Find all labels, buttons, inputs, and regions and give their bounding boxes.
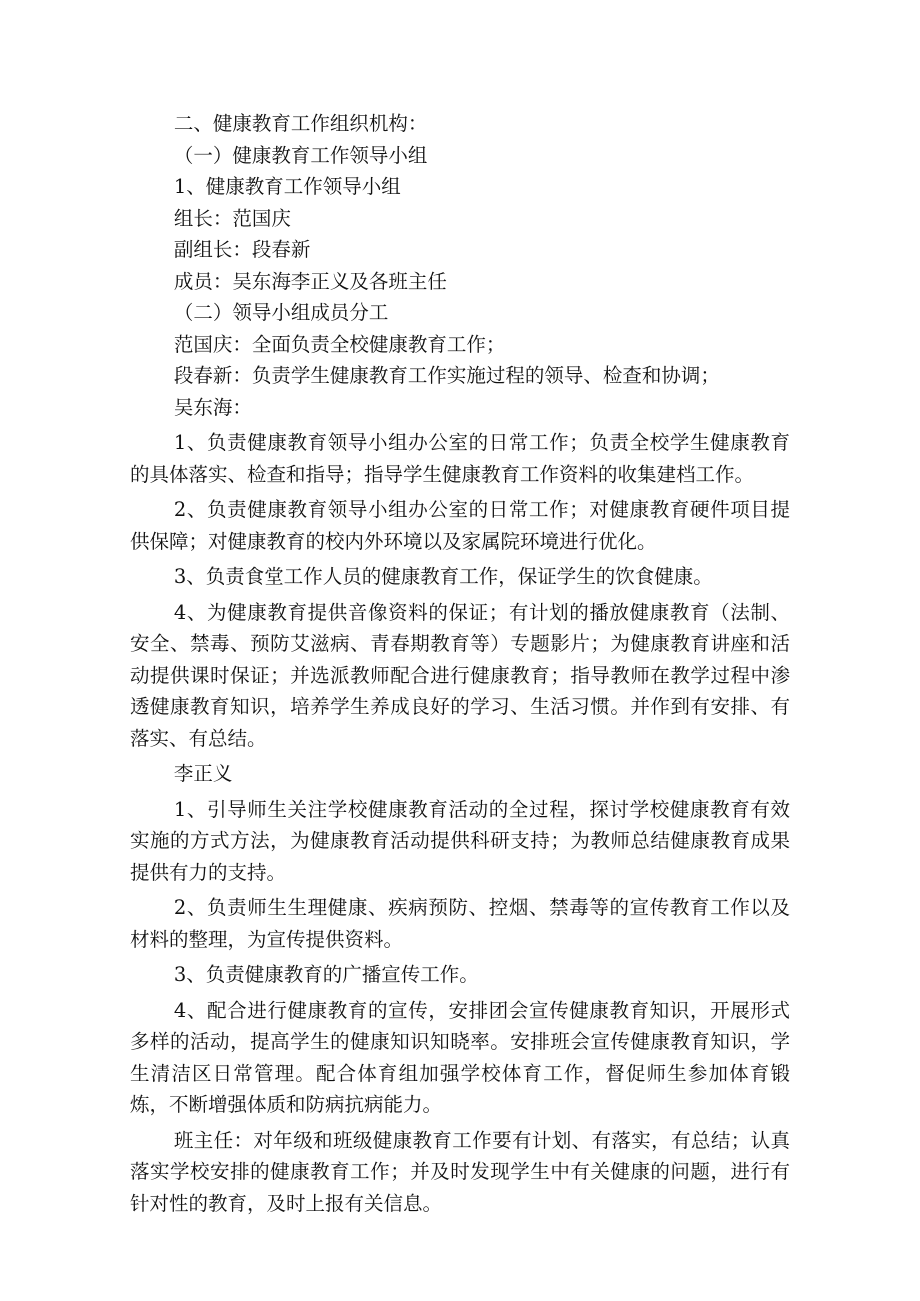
person-wu-heading: 吴东海： xyxy=(173,395,252,419)
duty-fan: 范国庆：全面负责全校健康教育工作； xyxy=(173,332,506,356)
duty-wu-2: 2、负责健康教育领导小组办公室的日常工作；对健康教育硬件项目提供保障；对健康教育的校内外环境以及家属院环境进行优化。 xyxy=(130,498,790,553)
duty-li-3: 3、负责健康教育的广播宣传工作。 xyxy=(173,963,479,986)
duty-li-1: 1、引导师生关注学校健康教育活动的全过程，探讨学校健康教育有效实施的方式方法，为健康教育活动提供科研支持；为教师总结健康教育成果提供有力的支持。 xyxy=(130,797,790,884)
group-title: 1、健康教育工作领导小组 xyxy=(173,175,401,198)
person-li-heading: 李正义 xyxy=(173,762,233,785)
section-heading: 二、健康教育工作组织机构： xyxy=(173,112,428,135)
duty-duan: 段春新：负责学生健康教育工作实施过程的领导、检查和协调； xyxy=(173,364,720,387)
group-members: 成员：吴东海李正义及各班主任 xyxy=(173,269,447,293)
deputy-leader: 副组长：段春新 xyxy=(173,238,311,261)
duty-wu-3: 3、负责食堂工作人员的健康教育工作，保证学生的饮食健康。 xyxy=(173,565,713,588)
duty-class-teacher: 班主任：对年级和班级健康教育工作要有计划、有落实，有总结；认真落实学校安排的健康教育工作；并及时发现学生中有关健康的问题，进行有针对性的教育，及时上报有关信息。 xyxy=(130,1128,790,1215)
duty-li-2: 2、负责师生生理健康、疾病预防、控烟、禁毒等的宣传教育工作以及材料的整理，为宣传提供资料。 xyxy=(130,896,790,951)
duty-wu-1: 1、负责健康教育领导小组办公室的日常工作；负责全校学生健康教育的具体落实、检查和指导；指导学生健康教育工作资料的收集建档工作。 xyxy=(130,431,790,486)
group-leader: 组长：范国庆 xyxy=(173,206,291,230)
duty-li-4: 4、配合进行健康教育的宣传，安排团会宣传健康教育知识，开展形式多样的活动，提高学生的健康知识知晓率。安排班会宣传健康教育知识，学生清洁区日常管理。配合体育组加强学校体育工作，督促师生参加体育锻炼，不断增强体质和防病抗病能力。 xyxy=(130,998,790,1116)
duty-wu-4: 4、为健康教育提供音像资料的保证；有计划的播放健康教育（法制、安全、禁毒、预防艾滋病、青春期教育等）专题影片；为健康教育讲座和活动提供课时保证；并选派教师配合进行健康教育；指导教师在教学过程中渗透健康教育知识，培养学生养成良好的学习、生活习惯。并作到有安排、有落实、有总结。 xyxy=(130,600,790,750)
subsection-heading-duties: （二）领导小组成员分工 xyxy=(173,301,389,324)
document-body xyxy=(130,108,790,1219)
subsection-heading: （一）健康教育工作领导小组 xyxy=(173,143,428,167)
